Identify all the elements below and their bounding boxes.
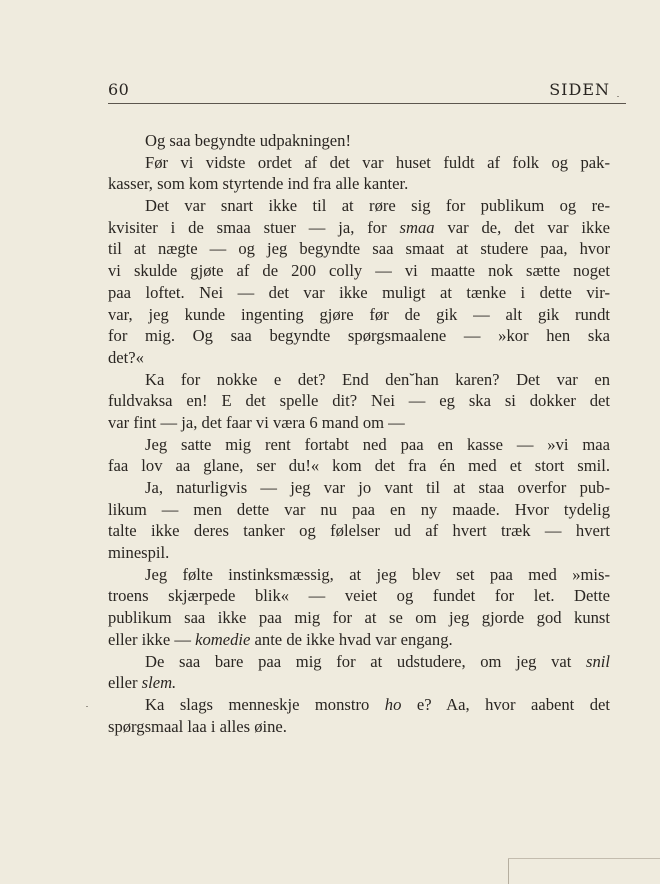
text-line xyxy=(108,542,610,564)
text-line xyxy=(108,173,610,195)
text-segment: Ka slags menneskje monstro xyxy=(145,694,385,714)
text-line xyxy=(108,217,610,239)
text-segment: Jeg satte mig rent fortabt ned paa en kasse — »vi maa xyxy=(145,434,610,454)
text-line xyxy=(108,629,610,651)
text-segment: eller ikke — xyxy=(108,629,196,649)
text-segment: Ja, naturligvis — jeg var jo vant til at staa overfor pub- xyxy=(145,478,610,497)
text-segment: var, jeg kunde ingenting gjøre før de gik — alt gik rundt xyxy=(108,304,610,324)
text-line xyxy=(108,304,610,326)
text-segment: Jeg følte instinksmæssig, at jeg blev set paa med »mis- xyxy=(145,564,610,584)
text-segment: for mig. Og saa begyndte spørgsmaalene — »kor hen ska xyxy=(108,326,610,346)
text-line xyxy=(108,152,610,174)
italic-text: komedie xyxy=(195,629,251,649)
text-line xyxy=(108,585,610,607)
italic-text: smaa xyxy=(399,217,435,237)
text-segment: spørgsmaal laa i alles øine. xyxy=(108,716,287,736)
text-line xyxy=(108,694,610,716)
text-segment: Ka for nokke e det? End den˘han karen? Det var en xyxy=(145,369,610,389)
text-line xyxy=(108,130,610,152)
text-line xyxy=(108,325,610,347)
page-corner-edge xyxy=(508,858,660,859)
text-segment: eller xyxy=(108,673,142,693)
text-line xyxy=(108,499,610,521)
text-line xyxy=(108,390,610,412)
text-line xyxy=(108,672,610,694)
text-line xyxy=(108,434,610,456)
text-line xyxy=(108,564,610,586)
text-segment: Og saa begyndte udpakningen! xyxy=(145,131,351,150)
text-line xyxy=(108,369,610,391)
text-segment: var fint — ja, det faar vi væra 6 mand om — xyxy=(108,412,405,432)
text-segment: ante de ikke hvad var engang. xyxy=(250,629,453,649)
text-line xyxy=(108,238,610,260)
page-corner-edge xyxy=(508,858,509,884)
text-segment: likum — men dette var nu paa en ny maade. Hvor tydelig xyxy=(108,499,610,519)
text-line xyxy=(108,520,610,542)
text-line xyxy=(108,455,610,477)
italic-text: ho xyxy=(384,694,402,714)
text-segment: Det var snart ikke til at røre sig for publikum og re- xyxy=(145,196,610,216)
print-speck xyxy=(86,706,88,707)
text-line xyxy=(108,477,610,499)
text-segment: De saa bare paa mig for at udstudere, om jeg vat xyxy=(145,651,587,671)
text-line xyxy=(108,195,610,217)
text-line xyxy=(108,607,610,629)
text-line xyxy=(108,716,610,738)
text-line xyxy=(108,651,610,673)
text-segment: e? Aa, hvor aabent det xyxy=(401,694,610,714)
header-rule xyxy=(108,103,626,104)
text-line xyxy=(108,412,610,434)
text-line xyxy=(108,260,610,282)
running-header xyxy=(108,80,610,102)
text-line xyxy=(108,282,610,304)
text-segment: kasser, som kom styrtende ind fra alle kanter. xyxy=(108,174,409,194)
body-text xyxy=(108,130,610,737)
italic-text: slem. xyxy=(141,673,177,693)
text-segment: til at nægte — og jeg begyndte saa smaat at studere paa, hvor xyxy=(108,239,610,259)
text-segment: var de, det var ikke xyxy=(434,217,610,237)
italic-text: snil xyxy=(586,651,610,671)
text-segment: det?« xyxy=(108,347,144,367)
print-speck xyxy=(617,96,619,97)
text-segment: paa loftet. Nei — det var ikke muligt at tænke i dette vir- xyxy=(108,282,610,302)
text-segment: minespil. xyxy=(108,543,170,563)
text-segment: fuldvaksa en! E det spelle dit? Nei — eg ska si dokker det xyxy=(108,391,610,411)
text-segment: troens skjærpede blik« — veiet og fundet for let. Dette xyxy=(108,586,610,606)
text-segment: publikum saa ikke paa mig for at se om jeg gjorde god kunst xyxy=(108,608,610,628)
text-segment: talte ikke deres tanker og følelser ud af hvert træk — hvert xyxy=(108,521,610,541)
page-number: 60 xyxy=(108,80,130,99)
text-segment: vi skulde gjøte af de 200 colly — vi maatte nok sætte noget xyxy=(108,261,610,281)
text-segment: Før vi vidste ordet af det var huset fuldt af folk og pak- xyxy=(145,152,610,172)
text-segment: kvisiter i de smaa stuer — ja, for xyxy=(108,217,400,237)
running-title: SIDEN xyxy=(549,80,610,99)
text-line xyxy=(108,347,610,369)
text-segment: faa lov aa glane, ser du!« kom det fra én med et stort smil. xyxy=(108,456,610,476)
